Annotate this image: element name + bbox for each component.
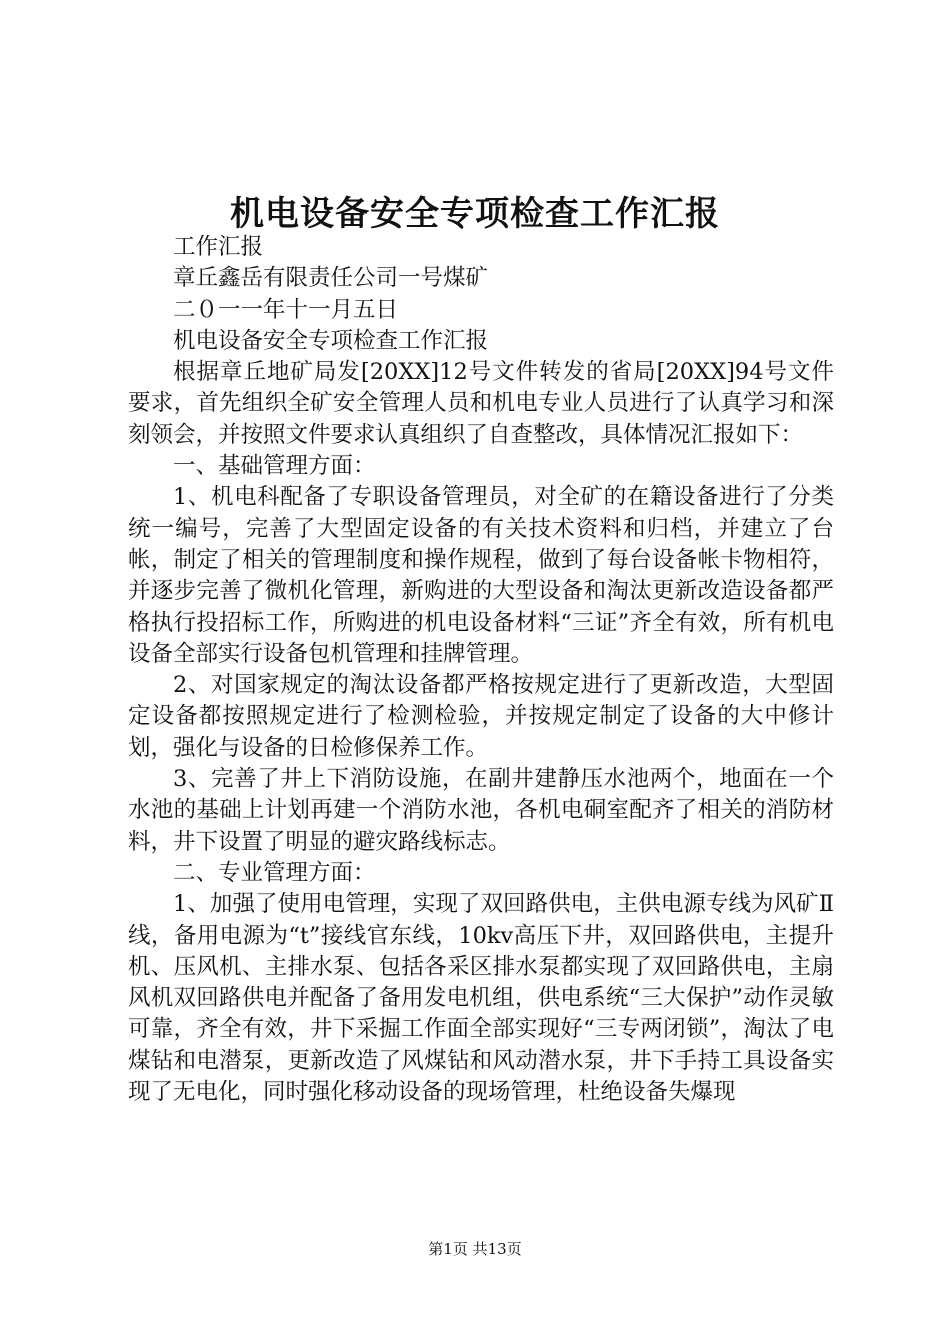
section-heading-basic-management: 一、基础管理方面： bbox=[173, 453, 376, 480]
paragraph-heading-label: 工作汇报 bbox=[173, 234, 264, 260]
document-title: 机电设备安全专项检查工作汇报 bbox=[230, 194, 720, 234]
paragraph-professional-1: 1、加强了使用电管理，实现了双回路供电，主供电源专线为风矿Ⅱ线，备用电源为“t”接线官东线，10kv高压下井，双回路供电，主提升机、压风机、主排水泵、包括各采区排水泵都实现了双回路供电，主扇风机双回路供电并配备了备用发电机组，供电系统“三大保护”动作灵敏可靠，齐全有效，井下采掘工作面全部实现好“三专两闭锁”，淘汰了电煤钻和电潜泵，更新改造了风煤钻和风动潜水泵，井下手持工具设备实现了无电化，同时强化移动设备的现场管理，杜绝设备失爆现 bbox=[128, 891, 834, 1106]
document-body bbox=[128, 232, 834, 1108]
paragraph-date: 二０一一年十一月五日 bbox=[173, 296, 399, 323]
paragraph-company: 章丘鑫岳有限责任公司一号煤矿 bbox=[173, 265, 489, 292]
paragraph-subtitle: 机电设备安全专项检查工作汇报 bbox=[173, 327, 489, 354]
section-heading-professional-management: 二、专业管理方面： bbox=[173, 859, 376, 886]
paragraph-basic-3: 3、完善了井上下消防设施，在副井建静压水池两个，地面在一个水池的基础上计划再建一个消防水池，各机电硐室配齐了相关的消防材料，井下设置了明显的避灾路线标志。 bbox=[128, 766, 834, 855]
paragraph-basic-1: 1、机电科配备了专职设备管理员，对全矿的在籍设备进行了分类统一编号，完善了大型固定设备的有关技术资料和归档，并建立了台帐，制定了相关的管理制度和操作规程，做到了每台设备帐卡物相符，并逐步完善了微机化管理，新购进的大型设备和淘汰更新改造设备都严格执行投招标工作，所购进的机电设备材料“三证”齐全有效，所有机电设备全部实行设备包机管理和挂牌管理。 bbox=[128, 484, 834, 667]
paragraph-basic-2: 2、对国家规定的淘汰设备都严格按规定进行了更新改造，大型固定设备都按照规定进行了检测检验，并按规定制定了设备的大中修计划，强化与设备的日检修保养工作。 bbox=[128, 672, 834, 761]
page-footer: 第1页 共13页 bbox=[428, 1240, 522, 1258]
paragraph-intro: 根据章丘地矿局发[20XX]12号文件转发的省局[20XX]94号文件要求，首先组织全矿安全管理人员和机电专业人员进行了认真学习和深刻领会，并按照文件要求认真组织了自查整改，具体情况汇报如下： bbox=[128, 359, 834, 448]
